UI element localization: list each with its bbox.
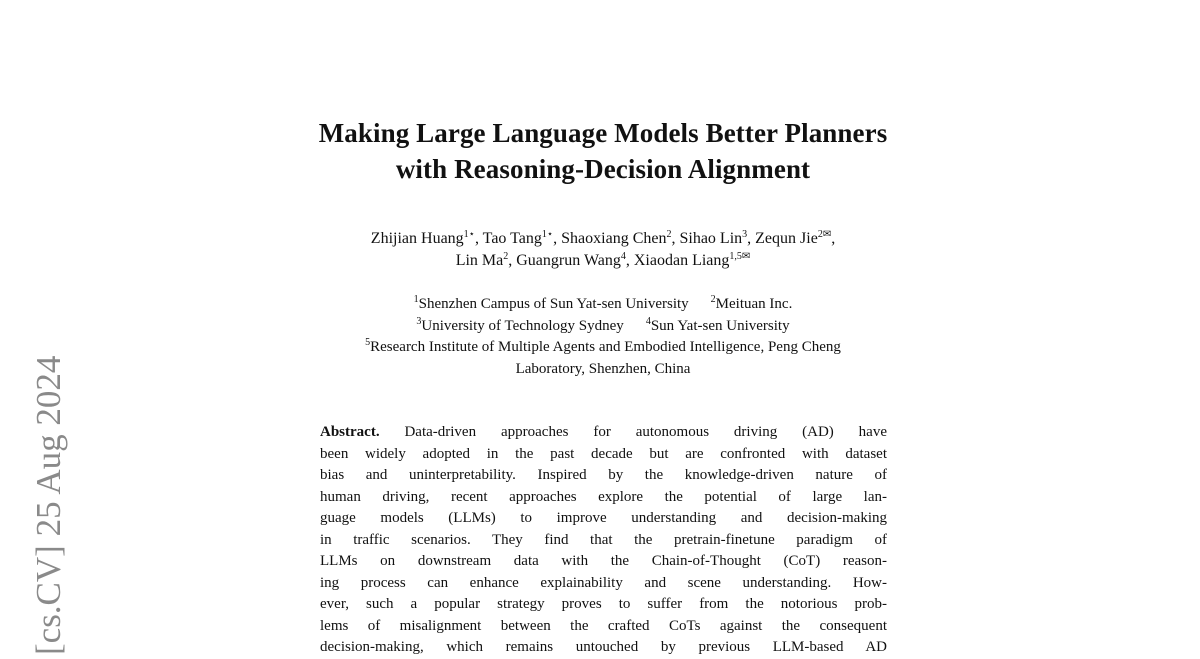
abstract-line: LLMs on downstream data with the Chain-of-Thought (CoT) reason- [320,553,887,569]
author-separator: , [625,252,634,269]
affiliation-line-1 [200,294,1006,316]
affiliation-name: Research Institute of Multiple Agents and Embodied Intelligence, Peng Cheng [370,339,841,355]
author-affil-mark: 1⋆ [463,229,475,240]
author-affil-mark: 3 [742,229,748,240]
author-name: Zequn Jie [755,230,818,247]
affil-mark: 1 [413,294,419,305]
abstract-line: in traffic scenarios. They find that the pretrain-finetune paradigm of [320,531,887,548]
affiliation-line-3 [200,337,1006,359]
author-name: Xiaodan Liang [633,252,730,269]
affiliation-name: University of Technology Sydney [421,317,624,334]
affiliation-line-2 [200,316,1006,338]
paper-title [200,115,1006,187]
affiliation-name: Meituan Inc. [715,296,793,312]
abstract-line: guage models (LLMs) to improve understanding and decision-making [320,510,887,526]
author-affil-mark: 2 [503,251,509,262]
abstract-label: Abstract. [320,424,380,440]
arxiv-stamp [27,295,71,655]
author-affil-mark: 4 [620,251,626,262]
abstract-line: ever, such a popular strategy proves to suffer from the notorious prob- [320,596,887,612]
abstract [320,422,887,659]
abstract-line [320,422,887,444]
author-name: Zhijian Huang [370,230,464,247]
affiliation-name: Shenzhen Campus of Sun Yat-sen University [418,296,689,312]
author-separator: , [747,230,756,247]
author-name: Shaoxiang Chen [561,230,667,247]
affiliation-line-4 [200,359,1006,381]
affiliation-list [200,294,1006,380]
abstract-line: lems of misalignment between the crafted CoTs against the consequent [320,617,887,634]
abstract-text: Data-driven approaches for autonomous driving (AD) have [379,424,887,440]
author-list [200,228,1006,272]
title-line-2: with Reasoning-Decision Alignment [395,154,811,184]
abstract-line: been widely adopted in the past decade but are confronted with dataset [320,445,887,462]
author-name: Guangrun Wang [516,252,621,269]
arxiv-stamp-text: [cs.CV] 25 Aug 2024 [29,355,68,655]
author-line-1 [200,228,1006,250]
author-affil-mark: 2✉ [817,229,832,240]
author-line-2 [200,250,1006,272]
author-affil-mark: 2 [666,229,672,240]
author-separator: , [831,230,836,247]
author-separator: , [474,230,483,247]
author-affil-mark: 1,5✉ [729,251,751,262]
affil-mark: 5 [365,337,371,348]
author-separator: , [508,252,517,269]
abstract-line: human driving, recent approaches explore the potential of large lan- [320,488,887,505]
affil-mark: 4 [645,315,651,327]
author-name: Tao Tang [482,230,542,247]
author-separator: , [671,230,680,247]
abstract-line: ing process can enhance explainability and scene understanding. How- [320,574,887,591]
author-affil-mark: 1⋆ [541,229,554,240]
abstract-line: bias and uninterpretability. Inspired by the knowledge-driven nature of [320,467,887,483]
author-separator: , [553,230,562,247]
affil-mark: 2 [710,294,716,305]
author-name: Sihao Lin [679,230,743,247]
author-name: Lin Ma [455,252,504,269]
title-line-1: Making Large Language Models Better Planners [318,118,888,148]
affiliation-name: Sun Yat-sen University [650,317,790,334]
affil-mark: 3 [416,315,422,327]
abstract-line: decision-making, which remains untouched by previous LLM-based AD [320,639,887,655]
affiliation-name: Laboratory, Shenzhen, China [515,360,691,377]
